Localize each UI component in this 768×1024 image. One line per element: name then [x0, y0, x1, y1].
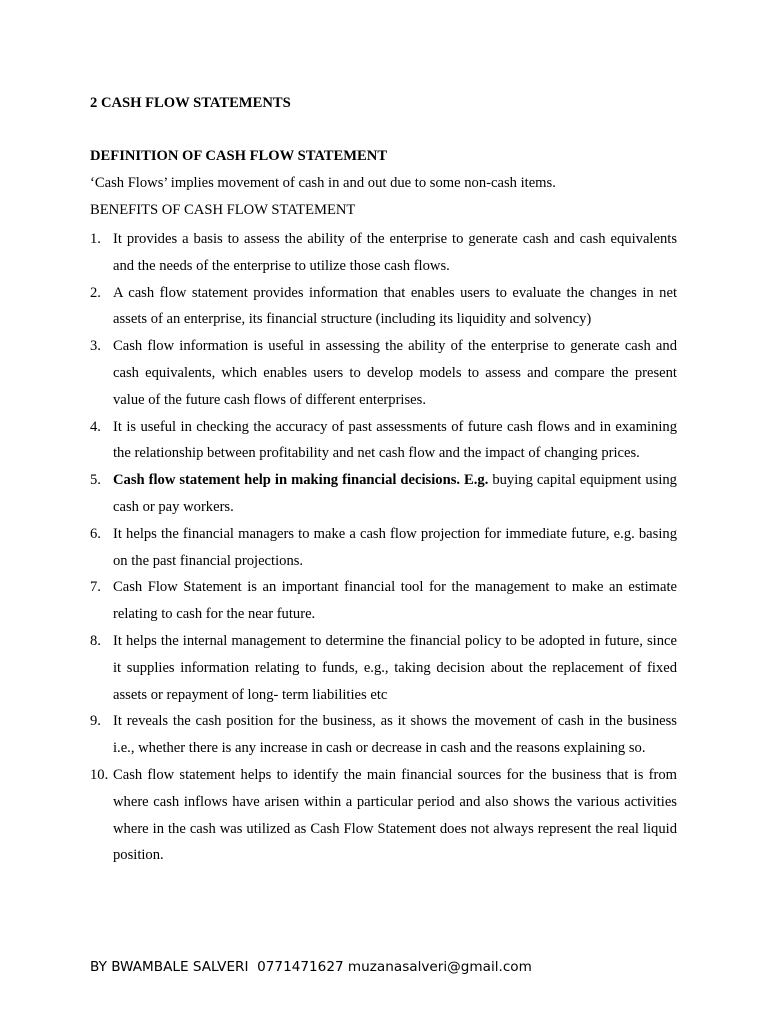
benefits-list: [90, 226, 677, 869]
benefit-text: Cash Flow Statement is an important financial tool for the management to make an estimate relating to cash for the near future.: [113, 579, 677, 623]
benefit-number: 3.: [90, 338, 101, 355]
benefit-item-5: [90, 467, 677, 521]
benefit-text: buying capital equipment using cash or pay workers.: [113, 472, 677, 515]
benefit-number: 9.: [90, 713, 101, 730]
benefit-item-3: [90, 333, 677, 413]
benefit-item-10: [90, 762, 677, 869]
chapter-title: 2 CASH FLOW STATEMENTS: [90, 95, 291, 111]
benefit-text: It helps the financial managers to make a cash flow projection for immediate future, e.g. basing on the past financial projections.: [113, 525, 677, 569]
benefit-item-6: [90, 521, 677, 575]
benefit-item-9: [90, 708, 677, 762]
benefit-number: 5.: [90, 472, 101, 489]
benefit-number: 2.: [90, 284, 101, 301]
benefit-number: 8.: [90, 632, 101, 649]
benefit-number: 1.: [90, 231, 101, 247]
benefit-number: 4.: [90, 418, 101, 435]
benefit-number: 10.: [90, 766, 109, 783]
benefit-text: It reveals the cash position for the business, as it shows the movement of cash in the business i.e., whether there is any increase in cash or decrease in cash and the reasons explaining so.: [113, 713, 677, 757]
benefits-heading: BENEFITS OF CASH FLOW STATEMENT: [90, 202, 356, 218]
definition-heading: DEFINITION OF CASH FLOW STATEMENT: [90, 148, 388, 164]
benefit-item-1: [90, 226, 677, 280]
benefit-item-2: [90, 280, 677, 334]
benefit-item-7: [90, 574, 677, 628]
benefit-text: It helps the internal management to determine the financial policy to be adopted in future, since it supplies information relating to funds, e.g., taking decision about the replacement of fixed assets or repayment of long- term liabilities etc: [113, 632, 677, 703]
benefit-text: It is useful in checking the accuracy of past assessments of future cash flows and in examining the relationship between profitability and net cash flow and the impact of changing prices.: [113, 418, 677, 462]
benefit-text: Cash flow information is useful in assessing the ability of the enterprise to generate cash and cash equivalents, which enables users to develop models to assess and compare the present value of the future cash flows of different enterprises.: [113, 338, 677, 408]
benefit-item-8: [90, 628, 677, 708]
page-footer: BY BWAMBALE SALVERI 0771471627 muzanasalveri@gmail.com: [90, 959, 532, 975]
benefit-item-4: [90, 414, 677, 468]
benefit-text: A cash flow statement provides information that enables users to evaluate the changes in net assets of an enterprise, its financial structure (including its liquidity and solvency): [113, 284, 677, 328]
benefit-text: It provides a basis to assess the ability of the enterprise to generate cash and cash equivalents and the needs of the enterprise to utilize those cash flows.: [113, 231, 677, 274]
benefit-number: 7.: [90, 579, 101, 596]
definition-text: ‘Cash Flows’ implies movement of cash in and out due to some non-cash items.: [90, 175, 556, 191]
benefit-number: 6.: [90, 525, 101, 542]
benefit-text: Cash flow statement helps to identify the main financial sources for the business that is from where cash inflows have arisen within a particular period and also shows the various activities where in the cash was utilized as Cash Flow Statement does not always represent the real liquid position.: [113, 766, 677, 864]
benefit-bold-text: Cash flow statement help in making financial decisions. E.g.: [113, 472, 489, 489]
